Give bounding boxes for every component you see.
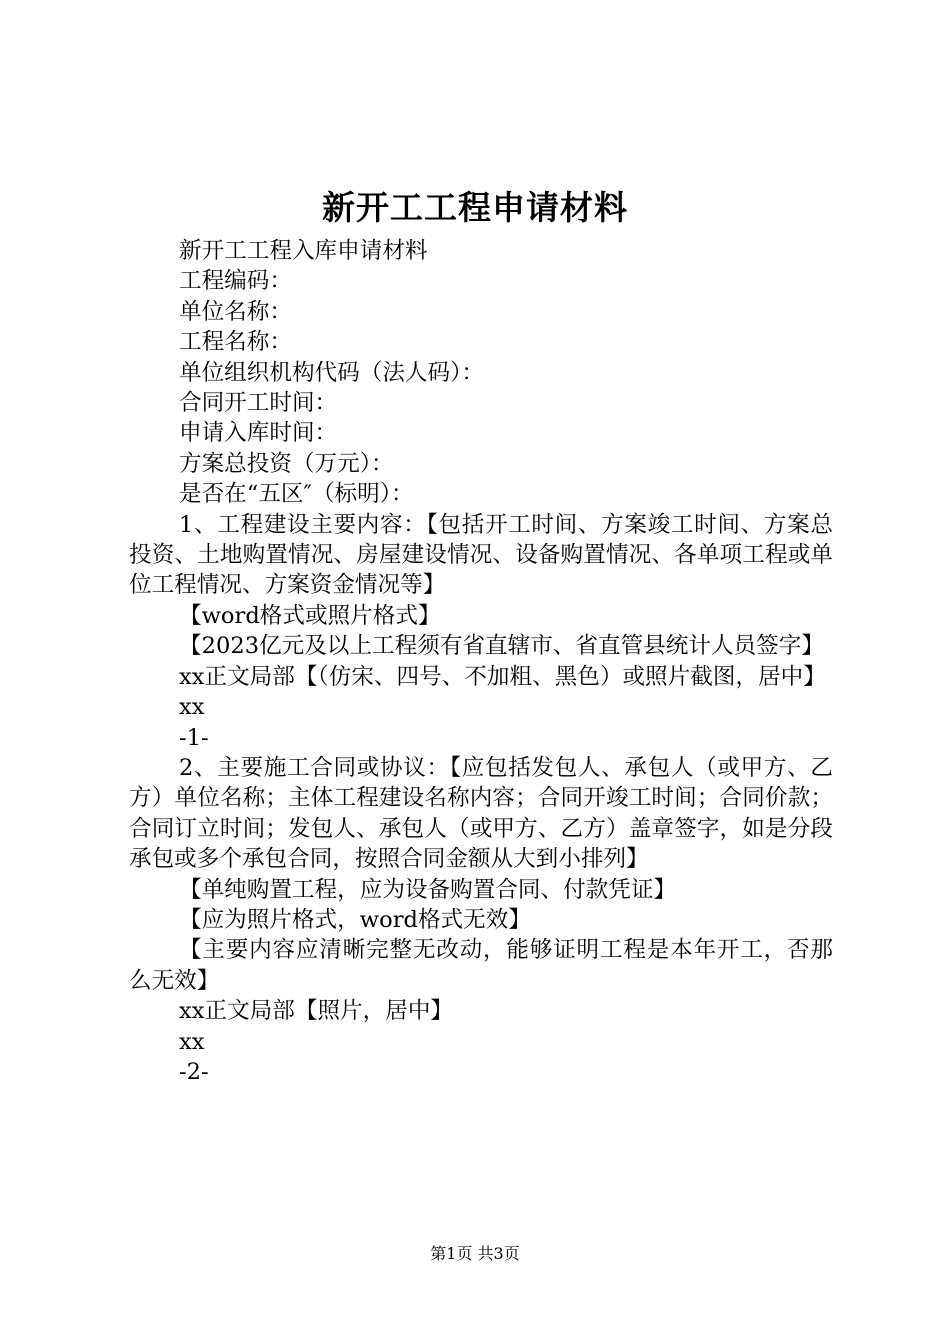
field-project-code: 工程编码： [179,268,292,295]
section2-page-marker: -2- [179,1058,209,1085]
section2-placeholder: xx [179,1028,205,1055]
field-unit-name: 单位名称： [179,298,292,325]
section2-note-clear: 【主要内容应清晰完整无改动，能够证明工程是本年开工，否那么无效】 [129,937,833,994]
section1-heading: 1、工程建设主要内容：【包括开工时间、方案竣工时间、方案总投资、土地购置情况、房屋建设情况、设备购置情况、各单项工程或单位工程情况、方案资金情况等】 [129,511,833,599]
page-footer: 第1页 共3页 [430,1244,520,1263]
field-five-zones: 是否在“五区″（标明）： [179,481,414,508]
field-project-name: 工程名称： [179,329,292,356]
section2-note-format: 【应为照片格式，word格式无效】 [179,906,531,933]
section2-note-body: xx正文局部【照片，居中】 [179,998,454,1025]
field-contract-start: 合同开工时间： [179,390,338,417]
section2-note-purchase: 【单纯购置工程，应为设备购置合同、付款凭证】 [179,876,677,903]
section1-placeholder: xx [179,694,205,721]
field-org-code: 单位组织机构代码（法人码）： [179,359,485,386]
field-apply-date: 申请入库时间： [179,420,338,447]
subtitle: 新开工工程入库申请材料 [179,238,428,264]
section1-note-body: xx正文局部【（仿宋、四号、不加粗、黑色）或照片截图，居中】 [179,663,826,690]
section2-heading: 2、主要施工合同或协议：【应包括发包人、承包人（或甲方、乙方）单位名称；主体工程建设名称内容；合同开竣工时间；合同价款；合同订立时间；发包人、承包人（或甲方、乙方）盖章签字，如是分段承包或多个承包合同，按照合同金额从大到小排列】 [129,754,833,873]
section1-note-sign: 【2023亿元及以上工程须有省直辖市、省直管县统计人员签字】 [179,633,824,660]
section1-note-format: 【word格式或照片格式】 [179,602,441,629]
section1-page-marker: -1- [179,724,209,751]
document-body [129,236,833,1087]
document-title: 新开工工程申请材料 [322,188,628,227]
field-total-investment: 方案总投资（万元）： [179,450,394,477]
